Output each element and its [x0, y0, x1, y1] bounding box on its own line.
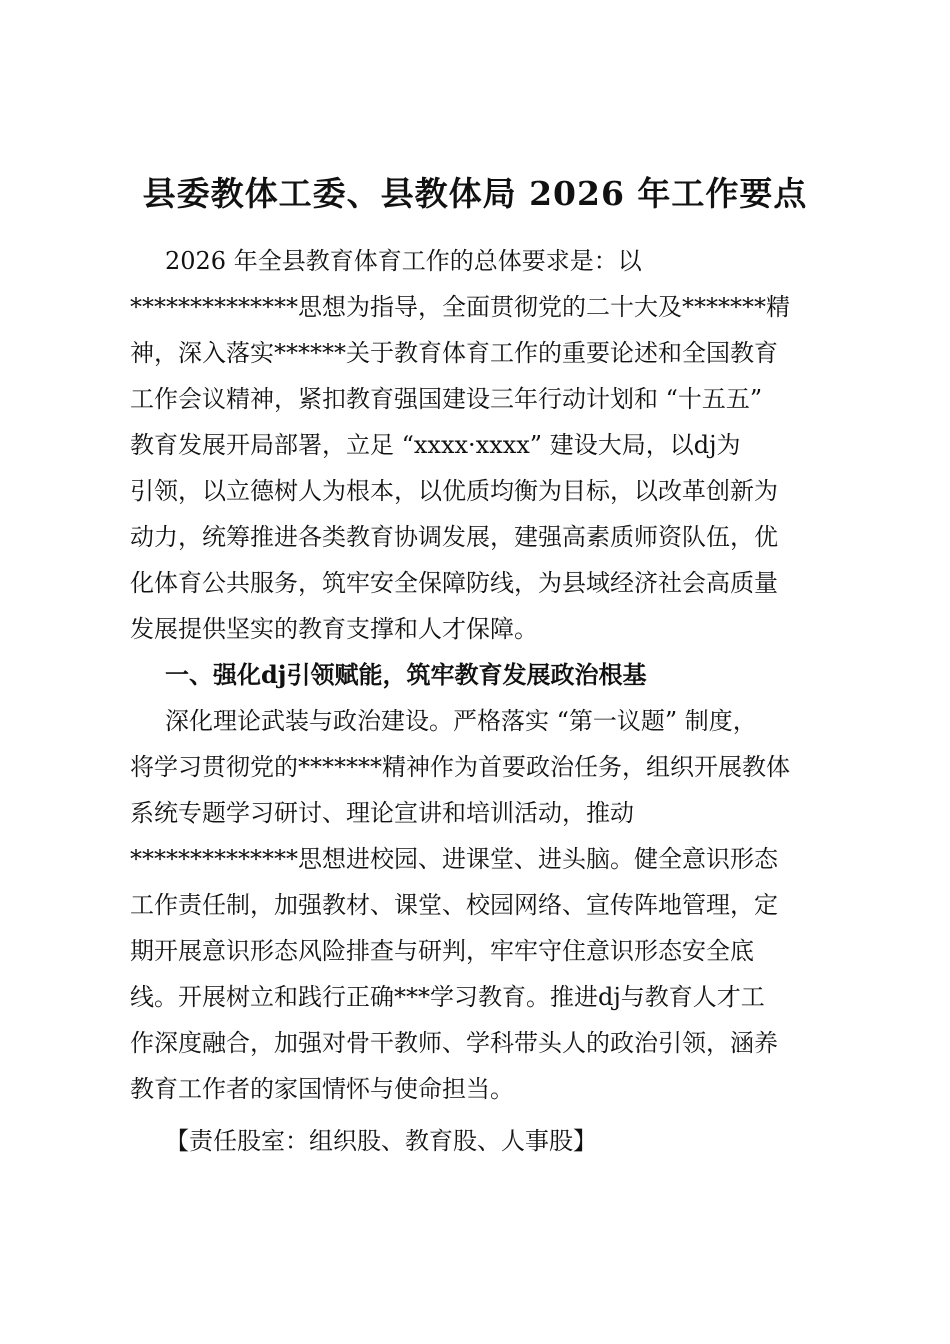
section-line: 工作责任制，加强教材、课堂、校园网络、宣传阵地管理，定: [130, 891, 778, 919]
section-line: 作深度融合，加强对骨干教师、学科带头人的政治引领，涵养: [130, 1029, 778, 1057]
section-line: 深化理论武装与政治建设。严格落实 “第一议题” 制度，: [165, 707, 757, 735]
intro-line: 动力，统筹推进各类教育协调发展，建强高素质师资队伍，优: [130, 523, 778, 551]
responsibility-note: 【责任股室：组织股、教育股、人事股】: [165, 1127, 597, 1155]
intro-line: 2026 年全县教育体育工作的总体要求是：以: [165, 247, 642, 275]
intro-line: 发展提供坚实的教育支撑和人才保障。: [130, 615, 538, 643]
document-title: 县委教体工委、县教体局 2026 年工作要点: [142, 174, 808, 213]
intro-line: 引领，以立德树人为根本，以优质均衡为目标，以改革创新为: [130, 477, 778, 505]
section-line: 线。开展树立和践行正确***学习教育。推进dj与教育人才工: [130, 983, 765, 1011]
intro-line: 教育发展开局部署，立足 “xxxx·xxxx” 建设大局，以dj为: [130, 431, 741, 459]
intro-line: **************思想为指导，全面贯彻党的二十大及*******精: [130, 293, 790, 321]
section-heading: 一、强化dj引领赋能，筑牢教育发展政治根基: [165, 660, 647, 689]
section-line: 期开展意识形态风险排查与研判，牢牢守住意识形态安全底: [130, 937, 754, 965]
section-line: 系统专题学习研讨、理论宣讲和培训活动，推动: [130, 799, 634, 827]
section-line: 将学习贯彻党的*******精神作为首要政治任务，组织开展教体: [130, 753, 790, 781]
section-line: 教育工作者的家国情怀与使命担当。: [130, 1075, 514, 1103]
intro-line: 神，深入落实******关于教育体育工作的重要论述和全国教育: [130, 339, 778, 367]
intro-line: 化体育公共服务，筑牢安全保障防线，为县域经济社会高质量: [130, 569, 778, 597]
intro-line: 工作会议精神，紧扣教育强国建设三年行动计划和 “十五五”: [130, 385, 763, 413]
section-line: **************思想进校园、进课堂、进头脑。健全意识形态: [130, 845, 778, 873]
